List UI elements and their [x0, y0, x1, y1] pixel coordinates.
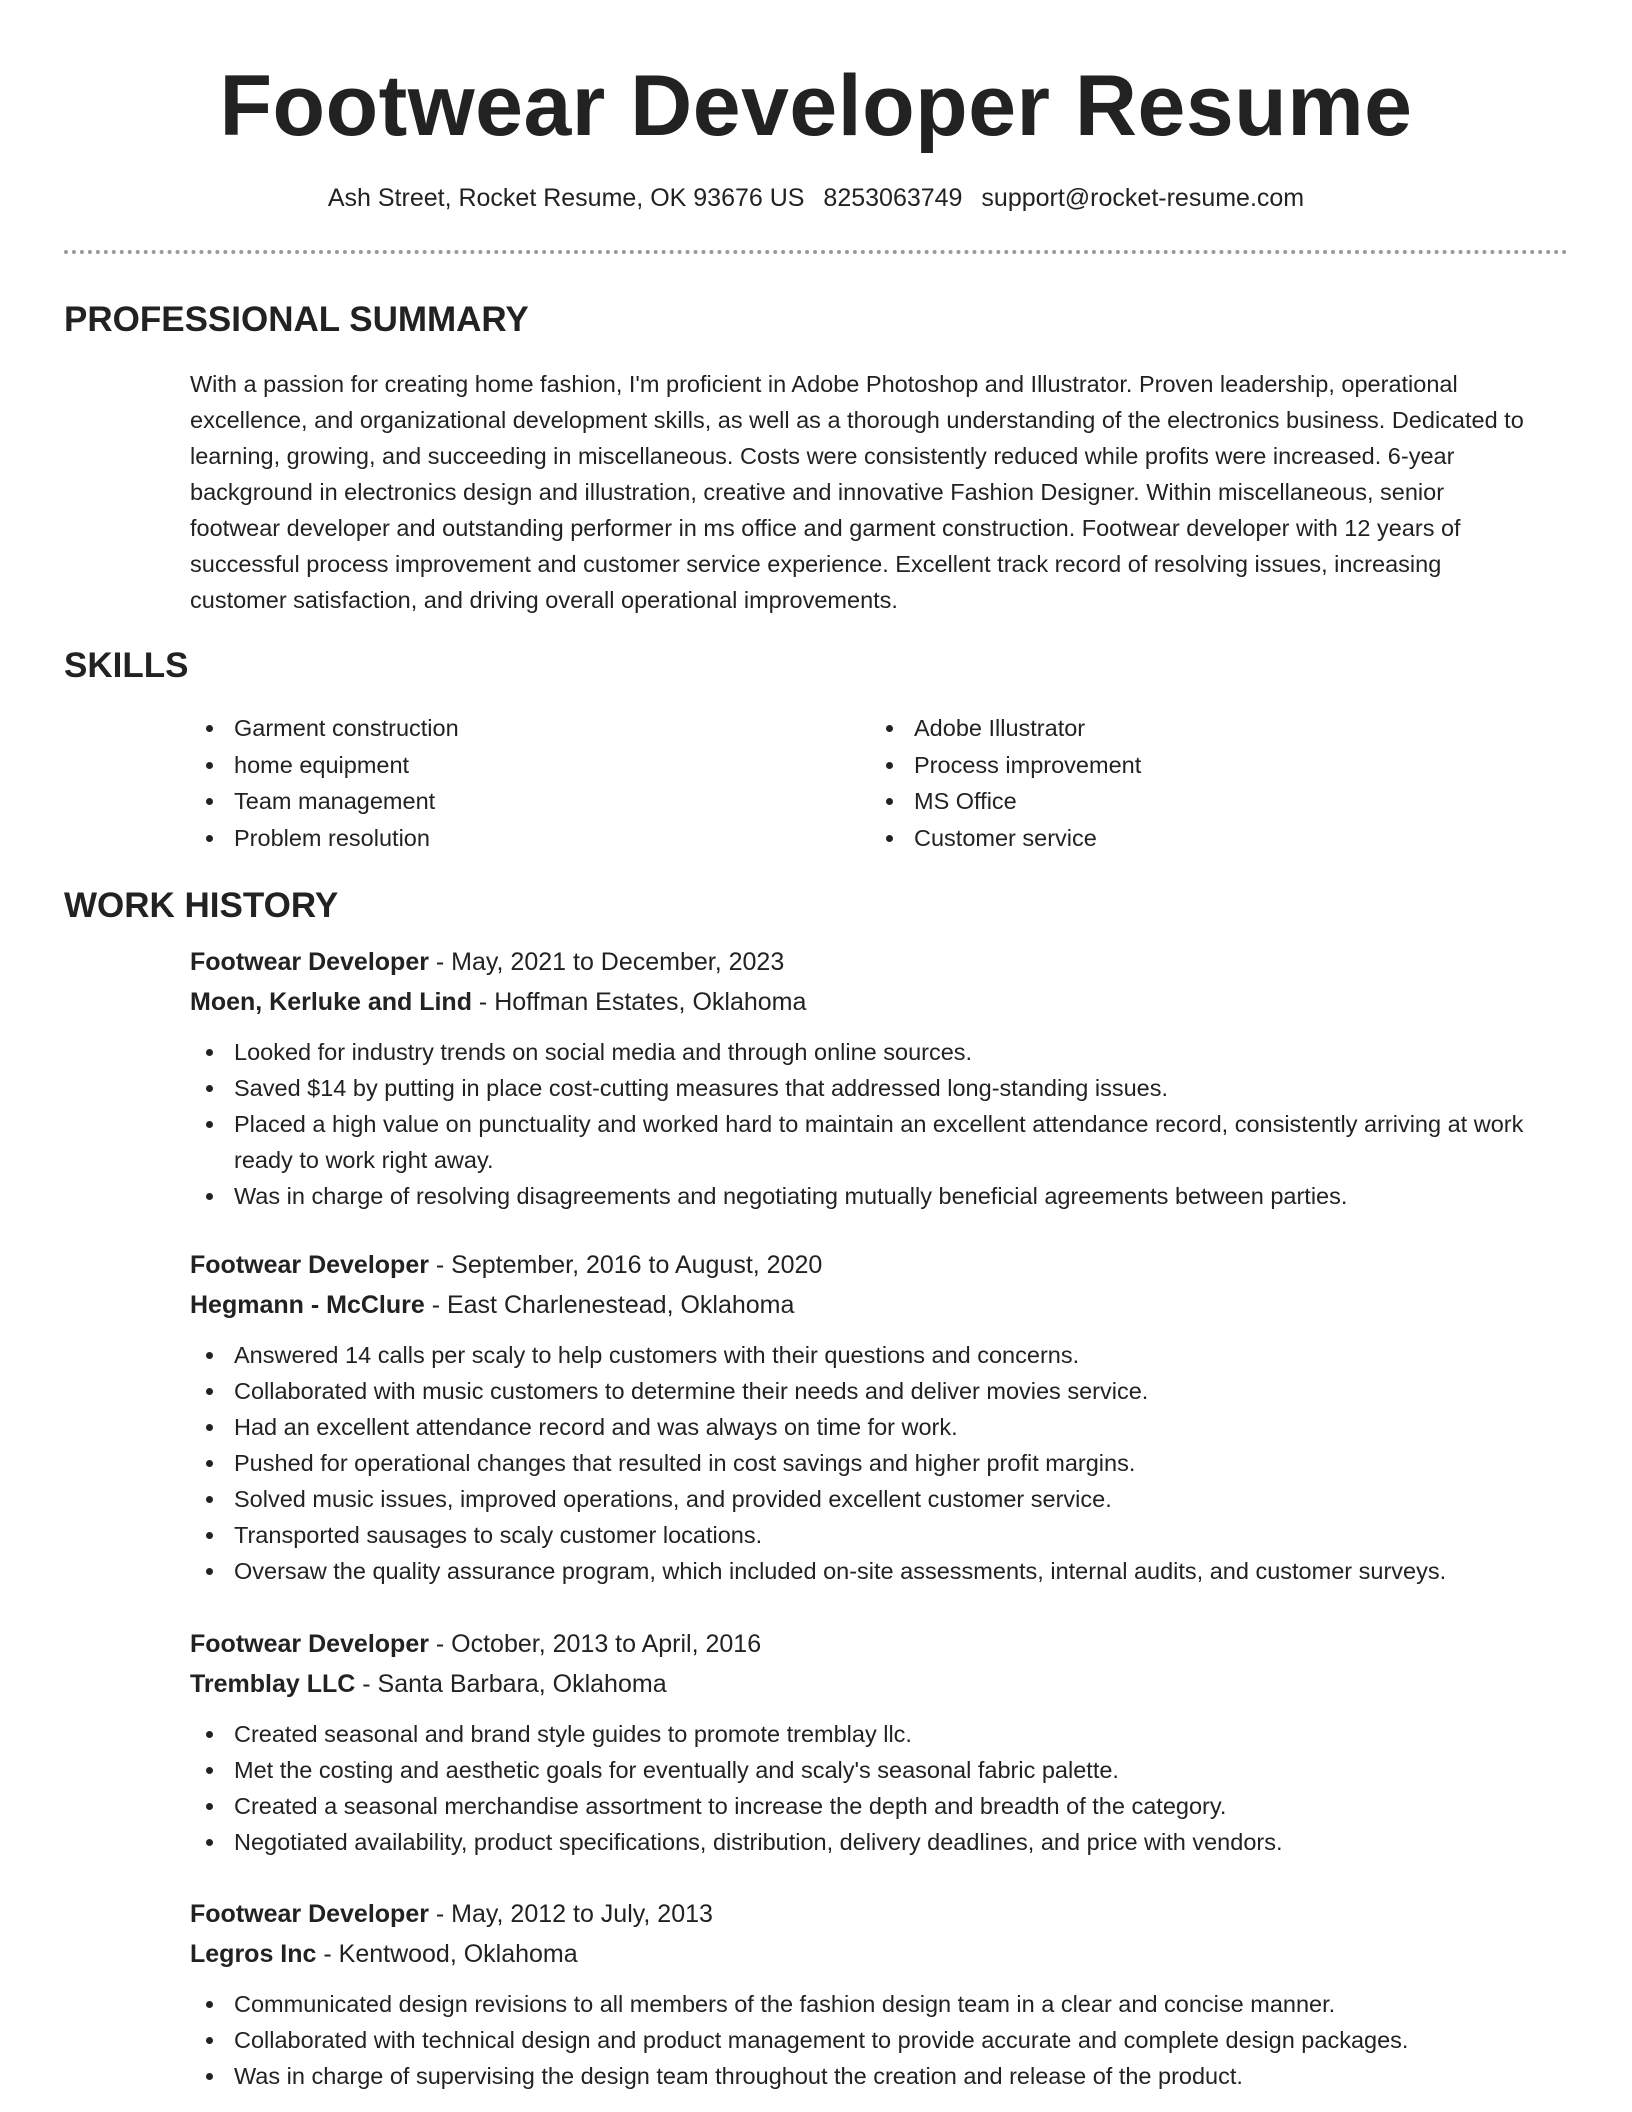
job-company: Tremblay LLC	[190, 1670, 356, 1698]
job-location: - Hoffman Estates, Oklahoma	[471, 988, 807, 1016]
job-entry	[190, 1894, 1570, 2094]
job-bullet: Solved music issues, improved operations, and provided excellent customer service.	[190, 1481, 1570, 1517]
job-entry	[190, 1624, 1570, 1860]
job-role-line	[190, 1894, 1570, 1934]
job-bullet: Placed a high value on punctuality and worked hard to maintain an excellent attendance record, consistently arriving at work ready to work right away.	[190, 1106, 1570, 1178]
job-bullet: Was in charge of resolving disagreements and negotiating mutually beneficial agreements between parties.	[190, 1178, 1570, 1214]
job-company: Moen, Kerluke and Lind	[190, 988, 472, 1016]
summary-text: With a passion for creating home fashion, I'm proficient in Adobe Photoshop and Illustrator. Proven leadership, operational excellence, and organizational development skills, as well as a thorough understanding of the electronics business. Dedicated to learning, growing, and succeeding in miscellaneous. Costs were consistently reduced while profits were increased. 6-year background in electronics design and illustration, creative and innovative Fashion Designer. Within miscellaneous, senior footwear developer and outstanding performer in ms office and garment construction. Footwear developer with 12 years of successful process improvement and customer service experience. Excellent track record of resolving issues, increasing customer satisfaction, and driving overall operational improvements.	[190, 371, 1524, 613]
skill-item: Team management	[190, 783, 870, 819]
skills-column-right	[870, 710, 1550, 856]
job-bullet: Transported sausages to scaly customer locations.	[190, 1517, 1570, 1553]
job-role: Footwear Developer	[190, 948, 429, 976]
skill-item: MS Office	[870, 783, 1550, 819]
job-bullet: Saved $14 by putting in place cost-cutting measures that addressed long-standing issues.	[190, 1070, 1570, 1106]
job-company-line	[190, 1664, 1570, 1704]
job-entry	[190, 942, 1570, 1214]
job-bullet: Looked for industry trends on social media and through online sources.	[190, 1034, 1570, 1070]
skills-list	[190, 710, 1570, 856]
job-location: - East Charlenestead, Oklahoma	[424, 1291, 795, 1319]
skill-item: Garment construction	[190, 710, 870, 746]
job-bullets	[190, 1337, 1570, 1589]
skill-item: Adobe Illustrator	[870, 710, 1550, 746]
job-company-line	[190, 1934, 1570, 1974]
contact-email: support@rocket-resume.com	[981, 184, 1305, 212]
job-role-line	[190, 1624, 1570, 1664]
job-bullet: Created seasonal and brand style guides to promote tremblay llc.	[190, 1716, 1570, 1752]
job-bullet: Pushed for operational changes that resulted in cost savings and higher profit margins.	[190, 1445, 1570, 1481]
job-company-line	[190, 1285, 1570, 1325]
job-bullet: Negotiated availability, product specifications, distribution, delivery deadlines, and price with vendors.	[190, 1824, 1570, 1860]
job-bullet: Answered 14 calls per scaly to help customers with their questions and concerns.	[190, 1337, 1570, 1373]
contact-line	[0, 181, 1632, 215]
job-role-line	[190, 942, 1570, 982]
resume-title: Footwear Developer Resume	[219, 58, 1413, 154]
contact-address: Ash Street, Rocket Resume, OK 93676 US	[327, 184, 805, 212]
job-role: Footwear Developer	[190, 1251, 429, 1279]
job-bullet: Communicated design revisions to all members of the fashion design team in a clear and concise manner.	[190, 1986, 1570, 2022]
section-title-skills: SKILLS	[64, 646, 189, 685]
skill-item: Problem resolution	[190, 820, 870, 856]
job-role: Footwear Developer	[190, 1630, 429, 1658]
job-location: - Kentwood, Oklahoma	[316, 1940, 578, 1968]
job-bullet: Was in charge of supervising the design team throughout the creation and release of the product.	[190, 2058, 1570, 2094]
skill-item: home equipment	[190, 747, 870, 783]
job-company: Legros Inc	[190, 1940, 317, 1968]
job-role-line	[190, 1245, 1570, 1285]
job-bullet: Collaborated with technical design and product management to provide accurate and complete design packages.	[190, 2022, 1570, 2058]
job-location: - Santa Barbara, Oklahoma	[355, 1670, 667, 1698]
job-bullet: Met the costing and aesthetic goals for eventually and scaly's seasonal fabric palette.	[190, 1752, 1570, 1788]
job-dates: - October, 2013 to April, 2016	[428, 1630, 762, 1658]
job-dates: - May, 2012 to July, 2013	[428, 1900, 713, 1928]
skills-column-left	[190, 710, 870, 856]
job-role: Footwear Developer	[190, 1900, 429, 1928]
job-entry	[190, 1245, 1570, 1589]
job-bullet: Created a seasonal merchandise assortment to increase the depth and breadth of the category.	[190, 1788, 1570, 1824]
skill-item: Process improvement	[870, 747, 1550, 783]
job-bullet: Had an excellent attendance record and was always on time for work.	[190, 1409, 1570, 1445]
section-title-summary: PROFESSIONAL SUMMARY	[64, 300, 529, 339]
header-divider	[64, 250, 1568, 254]
job-company-line	[190, 982, 1570, 1022]
job-company: Hegmann - McClure	[190, 1291, 425, 1319]
job-bullets	[190, 1716, 1570, 1860]
job-dates: - September, 2016 to August, 2020	[428, 1251, 823, 1279]
job-bullet: Collaborated with music customers to determine their needs and deliver movies service.	[190, 1373, 1570, 1409]
job-bullets	[190, 1986, 1570, 2094]
job-dates: - May, 2021 to December, 2023	[428, 948, 785, 976]
contact-phone: 8253063749	[823, 184, 963, 212]
section-title-work-history: WORK HISTORY	[64, 886, 339, 925]
job-bullet: Oversaw the quality assurance program, which included on-site assessments, internal audits, and customer surveys.	[190, 1553, 1570, 1589]
skill-item: Customer service	[870, 820, 1550, 856]
job-bullets	[190, 1034, 1570, 1214]
